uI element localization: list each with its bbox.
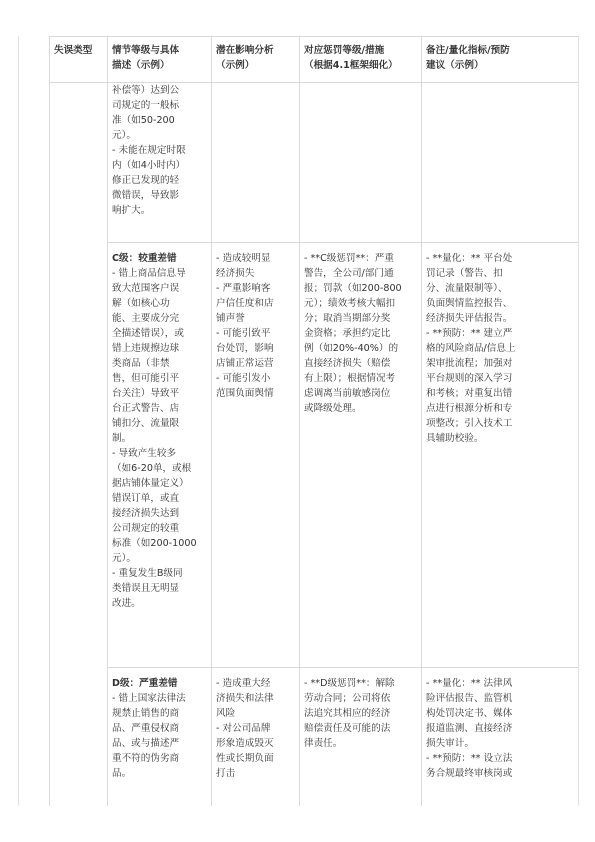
cell-text-line: 律责任。 <box>304 738 343 749</box>
impact-analysis-cell <box>212 243 300 668</box>
cell-text-line: - 对公司品牌 <box>216 723 271 734</box>
cell-text-line: 台关注）导致平 <box>112 388 180 399</box>
cell-text-line: 例（如20%-40%）的 <box>304 343 399 354</box>
cell-text-line: 劳动合同；公司将依 <box>304 693 391 704</box>
cell-text-line: 经济损失 <box>216 268 255 279</box>
cell-text-line: 形象造成毁灭 <box>216 738 274 749</box>
cell-text-line: 公司规定的较重 <box>112 523 180 534</box>
cell-text-line: 经济损失评估报告。 <box>426 313 513 324</box>
notes-prevention-cell <box>422 83 580 243</box>
cell-text-line: 元）。 <box>112 130 136 141</box>
cell-text-line: 品。 <box>112 768 132 779</box>
cell-text-line: 店铺正常运营 <box>216 358 274 369</box>
cell-text-line: 品、或与描述严 <box>112 738 180 749</box>
header-severity-description <box>108 37 212 83</box>
cell-text-line: - **预防：** 建立严 <box>426 328 513 339</box>
header-text-line: （示例） <box>216 60 255 71</box>
cell-text-line: - 错上商品信息导 <box>112 268 186 279</box>
cell-text-line: 铺扣分、流量限 <box>112 418 180 429</box>
cell-text-line: 微错误，导致影 <box>112 190 180 201</box>
cell-text-line: 虑调离当前敏感岗位 <box>304 388 391 399</box>
cell-text-line: 改进。 <box>112 598 141 609</box>
cell-text-line: 致大范围客户误 <box>112 283 180 294</box>
cell-text-line: 法追究其相应的经济 <box>304 708 391 719</box>
cell-text-line: 和考核；对重复出错 <box>426 388 513 399</box>
cell-text-line: 司规定的一般标 <box>112 100 180 111</box>
cell-text-line: 户信任度和店 <box>216 298 274 309</box>
header-impact-analysis <box>212 37 300 83</box>
cell-text-line: 损失审计。 <box>426 738 474 749</box>
cell-text-line: 有上限）；根据情况考 <box>304 373 396 384</box>
cell-text-line: 性或长期负面 <box>216 753 274 764</box>
cell-text-line: 平台规则的深入学习 <box>426 373 513 384</box>
cell-text-line: 分、流量限制等）、 <box>426 283 508 294</box>
cell-text-line: 类错误且无明显 <box>112 583 180 594</box>
cell-text-line: 全描述错误），或 <box>112 328 184 339</box>
cell-text-line: 错上违规擦边球 <box>112 343 180 354</box>
cell-text-line: 具辅助校验。 <box>426 433 484 444</box>
cell-text-line: - **D级惩罚**：解除 <box>304 678 395 689</box>
cell-text-line: 赔偿责任及可能的法 <box>304 723 391 734</box>
cell-text-line: 元）。 <box>112 553 136 564</box>
header-text-line: 备注/量化指标/预防 <box>426 45 510 56</box>
cell-text-line: 金资格；承担约定比 <box>304 328 391 339</box>
cell-text-line: - 可能引发小 <box>216 373 271 384</box>
cell-text-line: 负面舆情监控报告、 <box>426 298 513 309</box>
cell-text-line: 元）；绩效考核大幅扣 <box>304 298 396 309</box>
table-row <box>50 243 580 668</box>
cell-text-line: 标准（如200-1000 <box>112 538 197 549</box>
cell-text-line: - 严重影响客 <box>216 283 271 294</box>
table-row <box>50 83 580 243</box>
cell-text-line: 内（如4小时内） <box>112 160 186 171</box>
penalty-measures-cell <box>300 83 422 243</box>
cell-text-line: 能、主要成分完 <box>112 313 180 324</box>
cell-text-line: 警告，全公司/部门通 <box>304 268 394 279</box>
header-text-line: 失误类型 <box>54 45 93 56</box>
header-notes-prevention <box>422 37 580 83</box>
cell-text-line: 铺声誉 <box>216 313 245 324</box>
penalty-measures-cell <box>300 243 422 668</box>
cell-text-line: 格的风险商品/信息上 <box>426 343 516 354</box>
header-error-type <box>50 37 108 83</box>
cell-text-line: 品、严重侵权商 <box>112 723 180 734</box>
cell-text-line: - 可能引致平 <box>216 328 271 339</box>
error-type-cell <box>50 83 108 807</box>
cell-text-line: 规禁止销售的商 <box>112 708 180 719</box>
header-text-line: 对应惩罚等级/措施 <box>304 45 385 56</box>
error-penalty-table <box>49 36 579 806</box>
severity-description-cell <box>108 83 212 243</box>
cell-text-line: 报道监测、直接经济 <box>426 723 513 734</box>
cell-text-line: 或降级处理。 <box>304 403 362 414</box>
cell-text-line: 类商品（非禁 <box>112 358 170 369</box>
cell-text-line: 修正已发现的轻 <box>112 175 180 186</box>
cell-text-line: 响扩大。 <box>112 205 151 216</box>
cell-text-line: - **量化：** 法律风 <box>426 678 513 689</box>
severity-level-label: C级：较重差错 <box>112 253 177 264</box>
header-text-line: （根据4.1框架细化） <box>304 60 398 71</box>
header-text-line: 建议（示例） <box>426 60 484 71</box>
cell-text-line: 解（如核心功 <box>112 298 170 309</box>
cell-text-line: - 造成重大经 <box>216 678 271 689</box>
cell-text-line: 险评估报告、监管机 <box>426 693 513 704</box>
cell-text-line: 接经济损失达到 <box>112 508 180 519</box>
header-text-line: 情节等级与具体 <box>112 45 180 56</box>
cell-text-line: 重不符的伪劣商 <box>112 753 180 764</box>
cell-text-line: 点进行根源分析和专 <box>426 403 513 414</box>
header-text-line: 潜在影响分析 <box>216 45 274 56</box>
cell-text-line: 制。 <box>112 433 132 444</box>
cell-text-line: 准（如50-200 <box>112 115 175 126</box>
header-text-line: 描述（示例） <box>112 60 170 71</box>
cell-text-line: 补偿等）达到公 <box>112 85 180 96</box>
penalty-measures-cell <box>300 668 422 807</box>
severity-description-cell <box>108 243 212 668</box>
cell-text-line: - 重复发生B级同 <box>112 568 183 579</box>
cell-text-line: 风险 <box>216 708 236 719</box>
cell-text-line: （如6-20单，或根 <box>112 463 192 474</box>
table-row <box>50 668 580 807</box>
cell-text-line: - **C级惩罚**：严重 <box>304 253 394 264</box>
cell-text-line: - **量化：** 平台处 <box>426 253 513 264</box>
severity-description-cell <box>108 668 212 807</box>
cell-text-line: 据店铺体量定义） <box>112 478 189 489</box>
cell-text-line: 报；罚款（如200-800 <box>304 283 402 294</box>
cell-text-line: - 造成较明显 <box>216 253 271 264</box>
cell-text-line: 售，但可能引平 <box>112 373 180 384</box>
header-penalty-measures <box>300 37 422 83</box>
cell-text-line: 分；取消当期部分奖 <box>304 313 391 324</box>
cell-text-line: 构处罚决定书、媒体 <box>426 708 513 719</box>
notes-prevention-cell <box>422 668 580 807</box>
cell-text-line: 济损失和法律 <box>216 693 274 704</box>
cell-text-line: 错误订单，或直 <box>112 493 180 504</box>
cell-text-line: - 错上国家法律法 <box>112 693 186 704</box>
cell-text-line: 项整改；引入技术工 <box>426 418 513 429</box>
notes-prevention-cell <box>422 243 580 668</box>
cell-text-line: 打击 <box>216 768 236 779</box>
cell-text-line: 直接经济损失（赔偿 <box>304 358 391 369</box>
cell-text-line: 架审批流程；加强对 <box>426 358 513 369</box>
table-header-row <box>50 37 580 83</box>
severity-level-label: D级：严重差错 <box>112 678 178 689</box>
cell-text-line: 罚记录（警告、扣 <box>426 268 503 279</box>
cell-text-line: - 导致产生较多 <box>112 448 177 459</box>
cell-text-line: 务合规最终审核岗或 <box>426 768 513 779</box>
cell-text-line: 台处罚，影响 <box>216 343 274 354</box>
cell-text-line: - **预防：** 设立法 <box>426 753 513 764</box>
cell-text-line: 台正式警告、店 <box>112 403 180 414</box>
cell-text-line: - 未能在规定时限 <box>112 145 186 156</box>
document-page <box>18 36 579 806</box>
impact-analysis-cell <box>212 668 300 807</box>
impact-analysis-cell <box>212 83 300 243</box>
cell-text-line: 范围负面舆情 <box>216 388 274 399</box>
